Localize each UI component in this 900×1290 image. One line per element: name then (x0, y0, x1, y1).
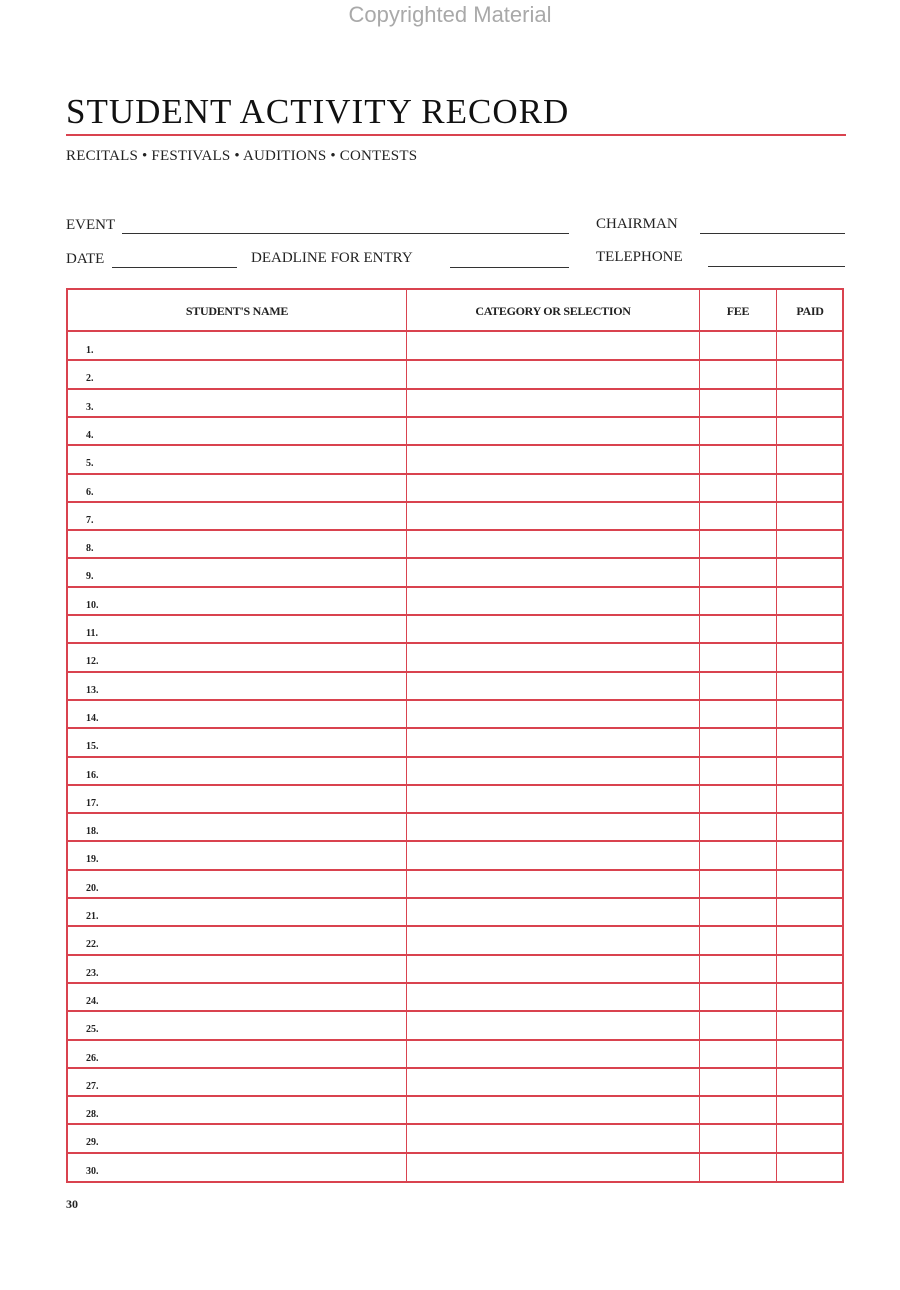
table-row[interactable] (68, 1153, 842, 1181)
row-number: 18. (86, 826, 99, 837)
table-row[interactable] (68, 502, 842, 530)
table-row[interactable] (68, 728, 842, 756)
row-number: 25. (86, 1024, 99, 1035)
row-number: 30. (86, 1166, 99, 1177)
table-row[interactable] (68, 360, 842, 388)
header-paid: PAID (796, 303, 824, 318)
date-label: DATE (66, 251, 105, 267)
table-row[interactable] (68, 870, 842, 898)
row-number: 9. (86, 571, 94, 582)
table-row[interactable] (68, 898, 842, 926)
deadline-field[interactable] (450, 267, 569, 268)
watermark: Copyrighted Material (348, 2, 552, 27)
table-row[interactable] (68, 530, 842, 558)
row-number: 20. (86, 883, 99, 894)
table-row[interactable] (68, 445, 842, 473)
deadline-label: DEADLINE FOR ENTRY (251, 250, 413, 266)
table-row[interactable] (68, 417, 842, 445)
table-row[interactable] (68, 757, 842, 785)
table-row[interactable] (68, 389, 842, 417)
table-row[interactable] (68, 1040, 842, 1068)
telephone-field[interactable] (708, 266, 845, 267)
row-number: 15. (86, 741, 99, 752)
row-number: 12. (86, 656, 99, 667)
row-number: 28. (86, 1109, 99, 1120)
row-number: 17. (86, 798, 99, 809)
event-field[interactable] (122, 233, 569, 234)
event-label: EVENT (66, 217, 116, 233)
row-number: 8. (86, 543, 94, 554)
page-title: STUDENT ACTIVITY RECORD (66, 92, 570, 131)
row-number: 19. (86, 854, 99, 865)
row-number: 5. (86, 458, 94, 469)
table-row[interactable] (68, 813, 842, 841)
table-row[interactable] (68, 1068, 842, 1096)
chairman-label: CHAIRMAN (596, 216, 678, 232)
header-student-name: STUDENT'S NAME (185, 303, 289, 318)
header-fee: FEE (726, 303, 750, 318)
table-row[interactable] (68, 474, 842, 502)
row-number: 11. (86, 628, 98, 639)
row-number: 24. (86, 996, 99, 1007)
row-number: 10. (86, 600, 99, 611)
table-row[interactable] (68, 1096, 842, 1124)
row-number: 14. (86, 713, 99, 724)
table-row[interactable] (68, 1124, 842, 1152)
row-number: 4. (86, 430, 94, 441)
row-number: 16. (86, 770, 99, 781)
chairman-field[interactable] (700, 233, 845, 234)
row-number: 7. (86, 515, 94, 526)
page-number: 30 (66, 1197, 78, 1211)
row-number: 2. (86, 373, 94, 384)
row-number: 22. (86, 939, 99, 950)
row-number: 6. (86, 487, 94, 498)
table-row[interactable] (68, 558, 842, 586)
table-row[interactable] (68, 672, 842, 700)
title-rule (66, 134, 846, 136)
date-field[interactable] (112, 267, 237, 268)
table-row[interactable] (68, 785, 842, 813)
table-row[interactable] (68, 983, 842, 1011)
subtitle: RECITALS • FESTIVALS • AUDITIONS • CONTESTS (66, 148, 418, 164)
row-number: 3. (86, 402, 94, 413)
row-number: 23. (86, 968, 99, 979)
table-row[interactable] (68, 587, 842, 615)
row-number: 29. (86, 1137, 99, 1148)
header-category: CATEGORY OR SELECTION (475, 303, 631, 318)
table-row[interactable] (68, 841, 842, 869)
row-number: 26. (86, 1053, 99, 1064)
table-row[interactable] (68, 955, 842, 983)
table-row[interactable] (68, 1011, 842, 1039)
table-row[interactable] (68, 615, 842, 643)
telephone-label: TELEPHONE (596, 249, 683, 265)
table-row[interactable] (68, 332, 842, 360)
table-row[interactable] (68, 643, 842, 671)
activity-table (66, 288, 844, 1183)
row-number: 1. (86, 345, 94, 356)
table-row[interactable] (68, 926, 842, 954)
row-number: 27. (86, 1081, 99, 1092)
row-number: 21. (86, 911, 99, 922)
row-number: 13. (86, 685, 99, 696)
table-row[interactable] (68, 700, 842, 728)
